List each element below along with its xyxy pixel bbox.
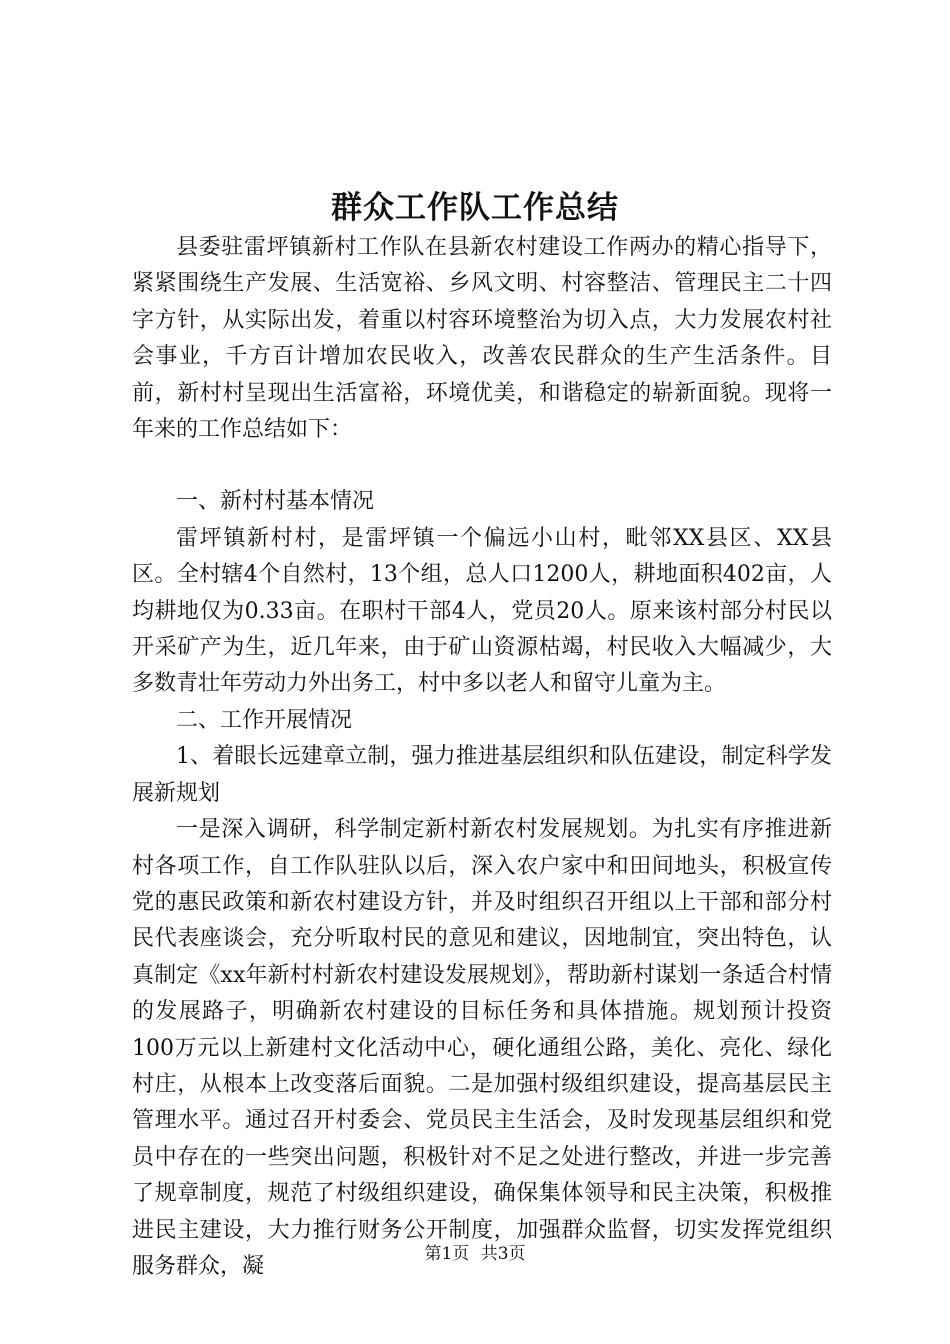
section-heading-work-progress: 二、工作开展情况 <box>176 707 353 733</box>
page-number: 第1页 <box>424 1244 470 1264</box>
page-total: 共3页 <box>480 1244 526 1264</box>
section-heading-basic-info: 一、新村村基本情况 <box>176 489 375 515</box>
subsection-heading-1: 1、着眼长远建章立制，强力推进基层组织和队伍建设，制定科学发展新规划 <box>132 744 832 806</box>
intro-paragraph: 县委驻雷坪镇新村工作队在县新农村建设工作两办的精心指导下，紧紧围绕生产发展、生活宽裕、乡风文明、村容整洁、管理民主二十四字方针，从实际出发，着重以村容环境整治为切入点，大力发展农村社会事业，千方百计增加农民收入，改善农民群众的生产生活条件。目前，新村村呈现出生活富裕，环境优美，和谐稳定的崭新面貌。现将一年来的工作总结如下： <box>132 235 832 443</box>
document-body <box>132 230 832 1285</box>
page-footer <box>0 1242 950 1266</box>
basic-info-paragraph: 雷坪镇新村村，是雷坪镇一个偏远小山村，毗邻XX县区、XX县区。全村辖4个自然村，13个组，总人口1200人，耕地面积402亩，人均耕地仅为0.33亩。在职村干部4人，党员20人。原来该村部分村民以开采矿产为生，近几年来，由于矿山资源枯竭，村民收入大幅减少，大多数青壮年劳动力外出务工，村中多以老人和留守儿童为主。 <box>132 525 832 697</box>
document-title: 群众工作队工作总结 <box>331 190 619 226</box>
work-detail-paragraph: 一是深入调研，科学制定新村新农村发展规划。为扎实有序推进新村各项工作，自工作队驻队以后，深入农户家中和田间地头，积极宣传党的惠民政策和新农村建设方针，并及时组织召开组以上干部和部分村民代表座谈会，充分听取村民的意见和建议，因地制宜，突出特色，认真制定《xx年新村村新农村建设发展规划》，帮助新村谋划一条适合村情的发展路子，明确新农村建设的目标任务和具体措施。规划预计投资100万元以上新建村文化活动中心，硬化通组公路，美化、亮化、绿化村庄，从根本上改变落后面貌。二是加强村级组织建设，提高基层民主管理水平。通过召开村委会、党员民主生活会，及时发现基层组织和党员中存在的一些突出问题，积极针对不足之处进行整改，并进一步完善了规章制度，规范了村级组织建设，确保集体领导和民主决策，积极推进民主建设，大力推行财务公开制度，加强群众监督，切实发挥党组织服务群众，凝 <box>132 817 832 1279</box>
